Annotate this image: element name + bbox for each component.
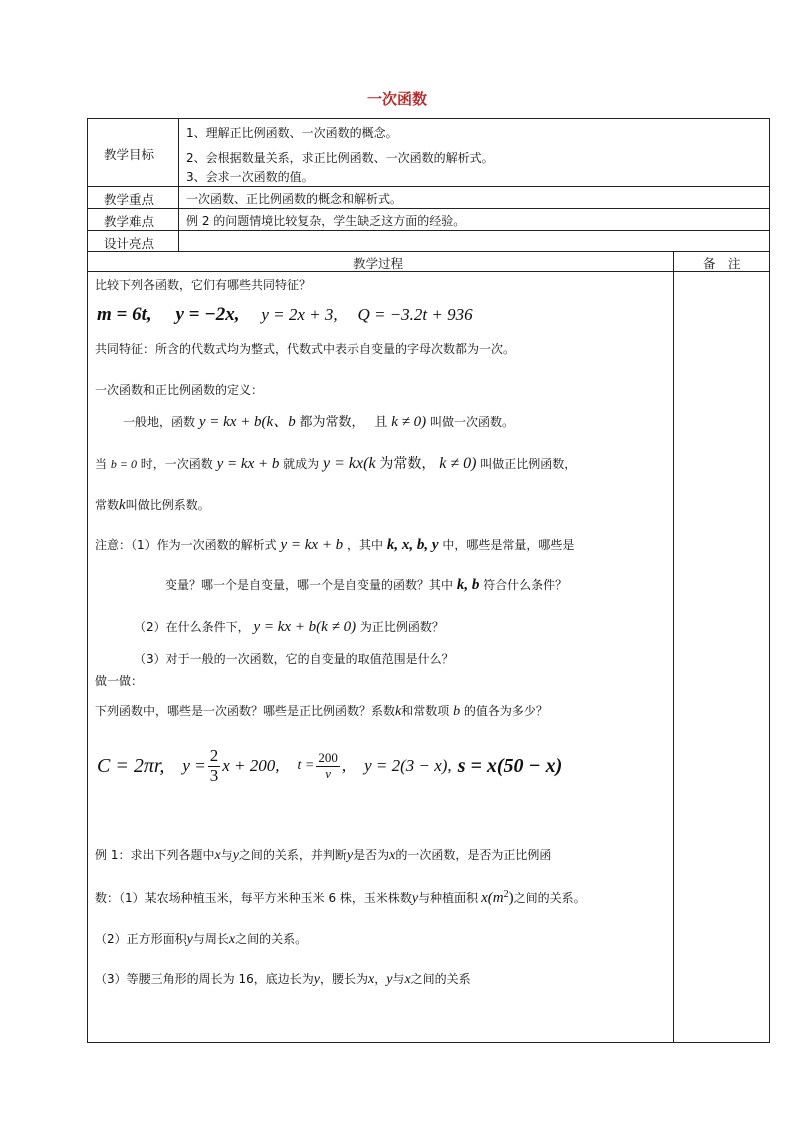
def2-linear-formula: y = kx + b [216,456,280,472]
note-1 [95,536,574,554]
ex1b-text-a: 数：（1）某农场种植玉米，每平方米种玉米 6 株，玉米株数 [95,891,412,905]
note-2 [134,618,444,636]
table-border-top [87,118,770,119]
def2-condition: k ≠ 0) [439,455,477,472]
ex1-y: y [232,848,239,863]
practice-heading: 做一做： [95,674,144,688]
definition-heading: 一次函数和正比例函数的定义： [95,383,264,397]
ex1d-text-g: 与 [392,972,405,986]
note1b-text-c: 符合什么条件？ [483,578,568,592]
fraction-200-over-v [316,751,340,781]
def1-text-a: 一般地，函数 [123,415,196,429]
practice-text-c: 和常数项 [401,704,450,718]
table-label-column-divider [178,118,179,251]
goal-label: 教学目标 [104,147,155,162]
example-1-part-2 [95,930,307,948]
table-remarks-column-divider [673,251,674,1042]
page-title: 一次函数 [366,90,427,108]
ex1-text-a: 例 1：求出下列各题中 [95,848,215,862]
formula-t-post: , [341,756,347,775]
goal-item-3: 3、会求一次函数的值。 [186,170,314,184]
fraction-numerator: 200 [318,750,338,766]
ex1b-y: y [411,891,419,906]
table-border-bottom [87,1042,770,1043]
ex1d-text-e: ， [374,972,387,986]
fraction-denominator: v [325,765,331,781]
def1-text-d: 且 [374,415,388,430]
key-label: 教学重点 [104,192,155,207]
ex1-text-i: 的一次函数，是否为正比例函 [395,848,552,862]
ex1d-y2: y [386,972,393,987]
ex1c-text-c: 与周长 [192,932,229,946]
ex1d-text-c: ，腰长为 [319,972,368,986]
fraction-denominator: 3 [209,765,219,785]
table-row-divider [87,186,770,187]
def2-b-zero: b = 0 [110,457,137,471]
formula-q: Q = −3.2t + 936 [357,305,473,324]
practice-text-e: 的值各为多少？ [463,704,548,718]
intro-question: 比较下列各函数，它们有哪些共同特征？ [95,278,312,292]
table-row-divider [87,251,770,252]
note2-formula: y = kx + b(k ≠ 0) [253,619,357,635]
ex1-x: x [214,848,221,863]
ex1b-exponent: 2 [503,889,509,900]
common-feature: 共同特征：所含的代数式均为整式，代数式中表示自变量的字母次数都为一次。 [95,342,516,356]
practice-question [95,702,548,720]
formula-y-2x3: y = 2x + 3, [261,305,338,324]
ex1-text-e: 之间的关系，并判断 [238,848,347,862]
def1-text-c: 都为常数， [299,415,365,430]
ex1d-x: x [367,972,375,987]
formula-y-frac-pre: y = [182,756,206,775]
key-text: 一次函数、正比例函数的概念和解析式。 [186,192,403,206]
formula-row-2 [97,738,562,794]
def3-text-c: 叫做比例系数。 [125,498,210,512]
practice-k: k [395,704,402,719]
note1-text-c: ，其中 [347,538,384,552]
definition-line-3 [95,496,210,514]
example-1 [95,846,551,864]
table-row-divider [87,208,770,209]
formula-s: s = x(50 − x) [457,754,563,777]
ex1d-y: y [313,972,320,987]
fraction-numerator: 2 [209,745,219,765]
example-1-part-1 [95,889,586,907]
difficulty-text: 例 2 的问题情境比较复杂，学生缺乏这方面的经验。 [186,214,466,228]
formula-y-2-3-x: y = 2(3 − x), [364,756,452,775]
def2-text-a: 当 [95,457,108,471]
ex1b-close-paren: ) [508,890,514,906]
ex1-y2: y [346,848,354,863]
def2-text-c: 时，一次函数 [140,457,213,471]
ex1b-text-c: 与种植面积 [418,891,479,905]
table-border-right [769,118,770,1043]
formula-t-pre: t = [297,758,315,773]
def2-proportional-formula: y = kx(k [323,455,376,472]
ex1-text-g: 是否为 [353,848,390,862]
ex1b-area-var: x(m [481,890,504,906]
def3-text-a: 常数 [95,498,120,512]
definition-line-1 [123,410,514,431]
formula-row-1 [97,304,473,326]
ex1d-x2: x [404,972,411,987]
def3-k: k [119,497,126,513]
ex1-x2: x [389,848,396,863]
def1-condition: k ≠ 0) [391,414,427,430]
process-label: 教学过程 [353,256,404,271]
note2-text-c: 为正比例函数？ [359,620,444,634]
ex1c-y: y [186,932,193,947]
def1-text-f: 叫做一次函数。 [429,415,514,429]
note1-text-e: 中，哪些是常量，哪些是 [442,538,575,552]
note1b-text-a: 变量？哪一个是自变量，哪一个是自变量的函数？其中 [165,578,454,592]
table-row-divider [87,230,770,231]
table-border-left [87,118,88,1043]
goal-item-1: 1、理解正比例函数、一次函数的概念。 [186,126,398,140]
def2-text-i: 叫做正比例函数， [480,457,577,471]
note1-formula: y = kx + b [280,537,344,553]
highlight-label: 设计亮点 [104,236,155,251]
ex1b-text-g: 之间的关系。 [513,891,586,905]
table-row-divider [87,271,770,272]
goal-item-2: 2、会根据数量关系，求正比例函数、一次函数的解析式。 [186,151,494,165]
note-3: （3）对于一般的一次函数，它的自变量的取值范围是什么？ [134,652,454,666]
fraction-two-thirds [208,747,221,785]
note1-variables: k, x, b, y [386,537,439,553]
practice-text-a: 下列函数中，哪些是一次函数？哪些是正比例函数？系数 [95,704,396,718]
ex1d-text-a: （3）等腰三角形的周长为 16，底边长为 [95,972,314,986]
definition-line-2 [95,453,576,473]
def2-text-e: 就成为 [283,457,320,471]
ex1-text-c: 与 [220,848,233,862]
ex1c-x: x [228,932,236,947]
formula-c: C = 2πr, [97,754,165,777]
formula-m: m = 6t, [97,304,152,325]
practice-b: b [453,704,461,719]
def2-text-g: 为常数， [379,456,436,472]
note1b-kb: k, b [456,577,480,593]
difficulty-label: 教学难点 [104,214,155,229]
note1-text-a: 注意：（1）作为一次函数的解析式 [95,538,277,552]
note2-text-a: （2）在什么条件下， [134,620,250,634]
formula-y-frac-post: x + 200, [222,756,280,775]
note-1-continued [165,576,567,594]
ex1c-text-a: （2）正方形面积 [95,932,187,946]
example-1-part-3 [95,970,471,988]
ex1c-text-e: 之间的关系。 [235,932,308,946]
ex1d-text-i: 之间的关系 [410,972,471,986]
remarks-label: 备 注 [703,256,741,271]
def1-formula: y = kx + b(k、b [198,414,296,430]
formula-y-neg2x: y = −2x, [175,304,240,325]
